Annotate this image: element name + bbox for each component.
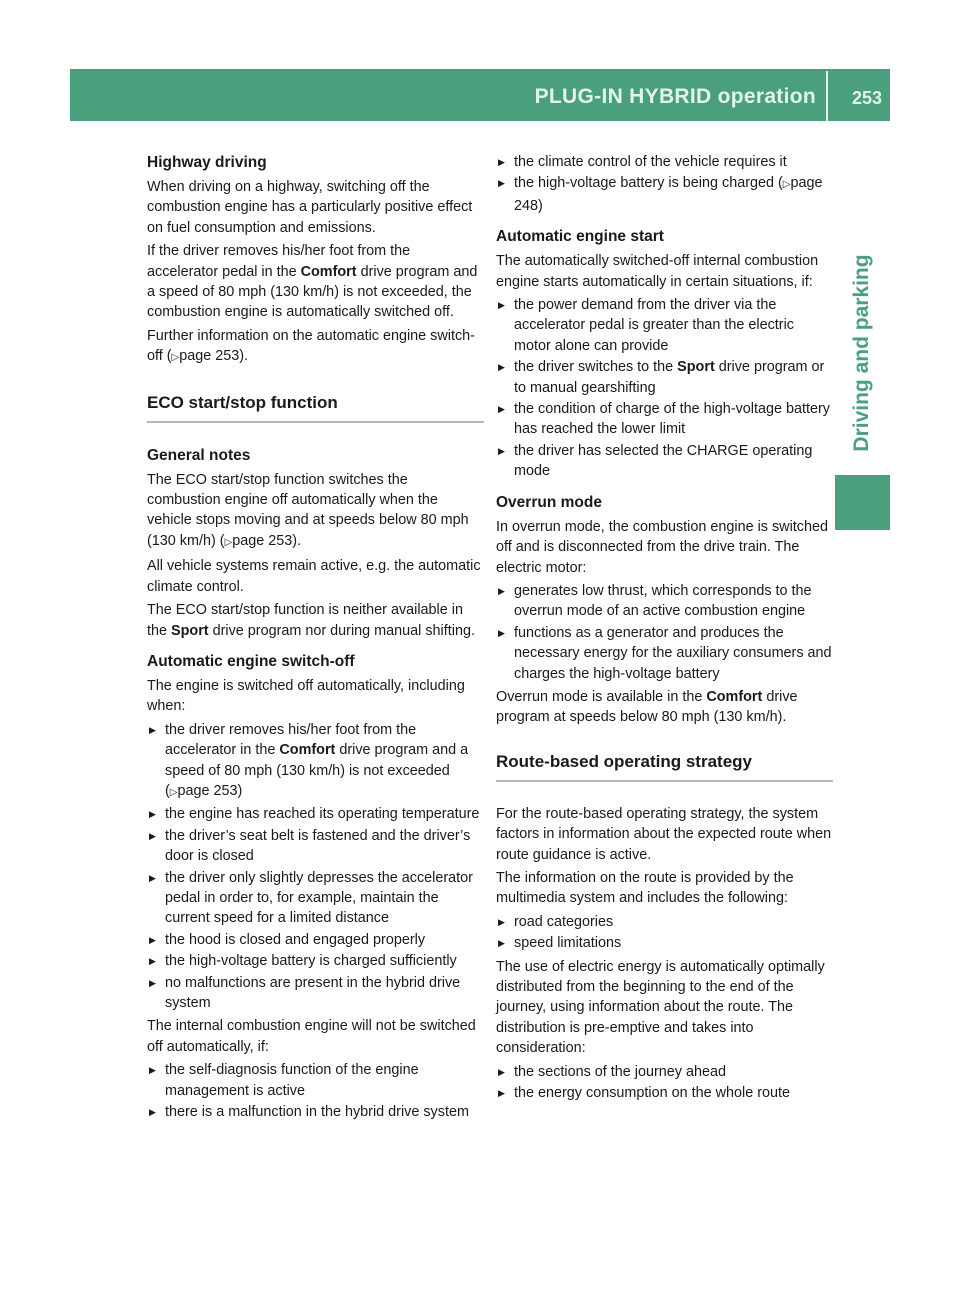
page-ref-link[interactable]: page 248) [514,175,823,214]
list-item: ▶ the driver’s seat belt is fastened and the driver’s door is closed [147,826,484,867]
page-ref-icon: ▷ [224,536,233,548]
paragraph: When driving on a highway, switching off the combustion engine has a particularly positive effect on fuel consumption and emissions. [147,179,473,236]
page-ref-link[interactable]: page 253). [232,532,302,549]
paragraph: The internal combustion engine will not be switched off automatically, if: [147,1018,476,1055]
heading-highway-driving: Highway driving [147,154,267,171]
bullet-list [496,581,833,684]
list-item: ▶ the engine has reached its operating temperature [147,804,484,824]
list-item: ▶ functions as a generator and produces the necessary energy for the auxiliary consumers and charges the high-voltage battery [496,623,833,684]
list-item: ▶ speed limitations [496,933,833,953]
side-tab [835,253,890,453]
list-item: ▶ the driver only slightly depresses the accelerator pedal in order to, for example, maintain the current speed for a limited distance [147,868,484,929]
list-item: ▶ road categories [496,912,833,932]
list-item: ▶ the high-voltage battery is charged sufficiently [147,951,484,971]
bullet-list [496,152,833,216]
page-ref-link[interactable]: page 253). [179,348,249,365]
bullet-list [496,295,833,482]
right-column [496,152,833,1106]
list-item: ▶ no malfunctions are present in the hybrid drive system [147,973,484,1014]
list-item: ▶ the hood is closed and engaged properly [147,930,484,950]
list-item: ▶ the high-voltage battery is being charged (▷page 248) [496,173,833,216]
heading-general-notes: General notes [147,446,251,464]
heading-auto-engine-start: Automatic engine start [496,228,664,246]
paragraph: The ECO start/stop function is neither available in the Sport drive program nor during manual shifting. [147,602,475,639]
paragraph: The engine is switched off automatically, including when: [147,677,465,715]
list-item: ▶ the power demand from the driver via the accelerator pedal is greater than the electric motor alone can provide [496,295,833,356]
paragraph: If the driver removes his/her foot from the accelerator pedal in the Comfort drive program and a speed of 80 mph (130 km/h) is not exceeded, the combustion engine is automatically switched off. [147,243,478,321]
paragraph: The automatically switched-off internal combustion engine starts automatically in certain situations, if: [496,253,819,290]
heading-auto-switch-off: Automatic engine switch-off [147,652,355,670]
paragraph: For the route-based operating strategy, the system factors in information about the expected route when route guidance is active. [496,805,832,863]
page-header [70,69,890,121]
list-item: ▶ the driver has selected the CHARGE operating mode [496,441,833,482]
paragraph: The ECO start/stop function switches the combustion engine off automatically when the vehicle stops moving and at speeds below 80 mph (130 km/h) (▷page 253). [147,471,469,549]
heading-route-based-strategy: Route-based operating strategy [496,750,833,782]
paragraph: The use of electric energy is automatically optimally distributed from the beginning to the end of the journey, using information about the route. The distribution is pre-emptive and takes into consideration: [496,958,825,1057]
paragraph: The information on the route is provided by the multimedia system and includes the following: [496,869,794,907]
bullet-list [496,912,833,954]
list-item: ▶ the energy consumption on the whole route [496,1083,833,1103]
list-item: ▶ there is a malfunction in the hybrid drive system [147,1102,484,1122]
side-tab-label: Driving and parking [850,254,873,452]
list-item: ▶ generates low thrust, which corresponds to the overrun mode of an active combustion engine [496,581,833,622]
paragraph: In overrun mode, the combustion engine is switched off and is disconnected from the drive train. The electric motor: [496,518,828,576]
paragraph: All vehicle systems remain active, e.g. the automatic climate control. [147,558,481,595]
header-divider [826,71,828,121]
bullet-list [496,1062,833,1104]
list-item: ▶ the condition of charge of the high-voltage battery has reached the lower limit [496,399,833,440]
heading-eco-start-stop: ECO start/stop function [147,391,484,423]
bullet-list [147,1060,484,1122]
heading-overrun-mode: Overrun mode [496,493,602,511]
list-item: ▶ the sections of the journey ahead [496,1062,833,1082]
page-number: 253 [851,88,882,108]
page-ref-link[interactable]: page 253) [177,782,243,799]
list-item: ▶ the driver switches to the Sport drive program or to manual gearshifting [496,357,833,398]
side-tab-marker [835,475,890,530]
list-item: ▶ the climate control of the vehicle requires it [496,152,833,172]
list-item: ▶ the self-diagnosis function of the engine management is active [147,1060,484,1101]
left-column [147,152,484,1125]
page-ref-icon: ▷ [169,786,178,798]
paragraph: Overrun mode is available in the Comfort drive program at speeds below 80 mph (130 km/h). [496,688,798,726]
chapter-title: PLUG-IN HYBRID operation [534,85,816,108]
bullet-list [147,720,484,1014]
page-ref-icon: ▷ [171,352,180,364]
paragraph: Further information on the automatic engine switch-off (▷page 253). [147,327,475,365]
page-ref-icon: ▷ [782,179,791,191]
list-item: ▶ the driver removes his/her foot from the accelerator in the Comfort drive program and a speed of 80 mph (130 km/h) is not exceeded (▷page 253) [147,720,484,804]
